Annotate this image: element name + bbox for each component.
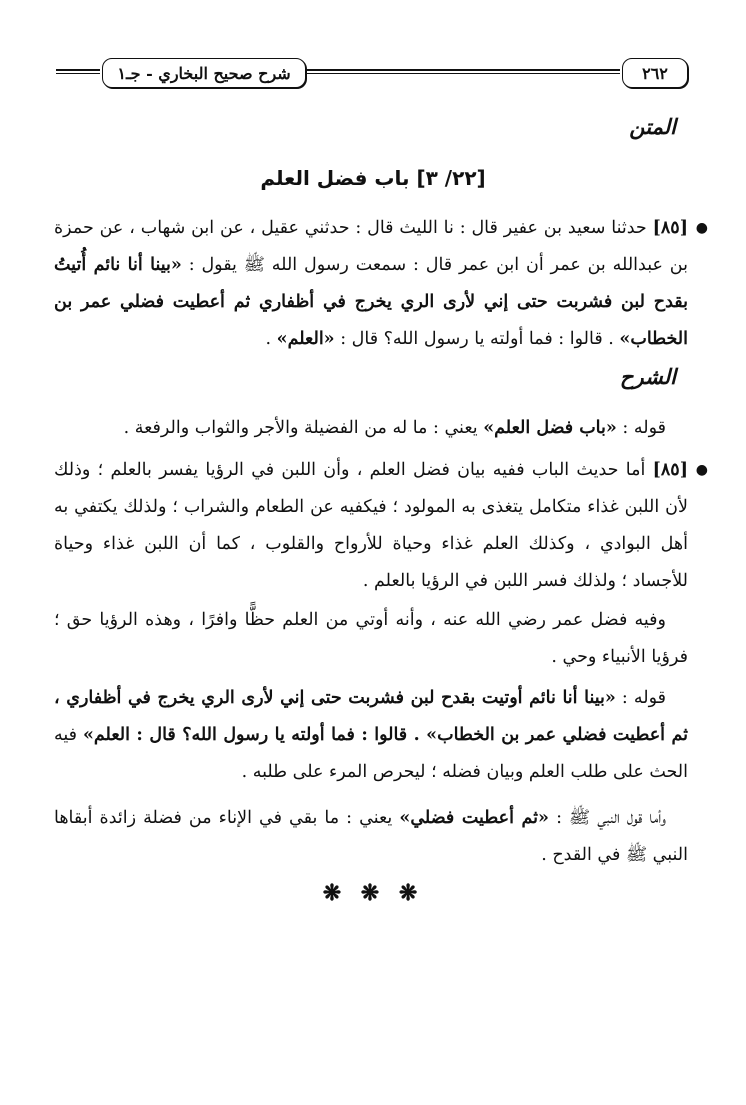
- chapter-title: [٢٢/ ٣] باب فضل العلم: [260, 166, 486, 190]
- page-header: [56, 56, 692, 90]
- header-rule-left: [56, 69, 100, 74]
- section-separator: ❋ ❋ ❋: [322, 880, 424, 906]
- hadith-isnad: حدثنا سعيد بن عفير قال : نا الليث قال : حدثني عقيل ، عن ابن شهاب ، عن حمزة بن عبدالله بن عمر أن ابن عمر قال : سمعت رسول الله ﷺ يقول :: [54, 218, 688, 275]
- amma-quote: «ثم أعطيت فضلي»: [399, 808, 549, 828]
- q2-intro: قوله :: [621, 688, 666, 708]
- bullet-icon: ●: [695, 462, 708, 478]
- amma-intro: وأما قول النبي ﷺ :: [556, 808, 666, 828]
- commentary-quote-paragraph: [54, 680, 688, 791]
- p85-number: [٨٥]: [652, 460, 688, 480]
- book-title-box: [102, 58, 306, 88]
- p85-text: أما حديث الباب ففيه بيان فضل العلم ، وأن اللبن في الرؤيا يفسر بالعلم ؛ وذلك لأن اللبن غذاء متكامل يتغذى به المولود ؛ فيكفيه عن الطعام والشراب ؛ ولذلك يكتفي به أهل البوادي ، وكذلك العلم غذاء وحياة للأرواح والقلوب ، كما أن اللبن غذاء وحياة للأجساد ؛ ولذلك فسر اللبن في الرؤيا بالعلم .: [54, 460, 688, 591]
- commentary-chapter-paragraph: [54, 410, 688, 447]
- hadith-number: [٨٥]: [652, 218, 688, 238]
- matn-heading: المتن: [629, 114, 676, 139]
- q1-text: يعني : ما له من الفضيلة والأجر والثواب والرفعة .: [123, 418, 478, 438]
- hadith-answer: «العلم»: [276, 329, 335, 349]
- hadith-matn-quote: «بينا أنا نائم أُتيتُ بقدح لبن فشربت حتى إني لأرى الري يخرج في أظفاري ثم أعطيت فضلي عمر بن الخطاب»: [54, 255, 688, 349]
- book-title: شرح صحيح البخاري - جـ١: [117, 63, 291, 83]
- q1-intro: قوله :: [622, 418, 666, 438]
- commentary-leftover-paragraph: [54, 800, 688, 874]
- q2-text: فيه الحث على طلب العلم وبيان فضله ؛ ليحرص المرء على طلبه .: [54, 725, 688, 782]
- page-number: ٢٦٢: [642, 63, 668, 83]
- hadith-paragraph: [54, 210, 708, 358]
- hadith-text-after: . قالوا : فما أولته يا رسول الله؟ قال :: [340, 329, 614, 349]
- q1-quote: «باب فضل العلم»: [483, 418, 617, 438]
- commentary-hadith-paragraph: [54, 452, 708, 600]
- sharh-heading: الشرح: [619, 364, 676, 389]
- umar-virtue-paragraph: [54, 602, 688, 676]
- q2-quote: «بينا أنا نائم أوتيت بقدح لبن فشربت حتى إني لأرى الري يخرج في أظفاري ، ثم أعطيت فضلي عمر بن الخطاب» . قالوا : فما أولته يا رسول الله؟ قال : العلم»: [54, 688, 688, 745]
- amma-text: يعني : ما بقي في الإناء من فضلة زائدة أبقاها النبي ﷺ في القدح .: [54, 808, 688, 865]
- page-number-box: [622, 58, 688, 88]
- fihi-text: وفيه فضل عمر رضي الله عنه ، وأنه أوتي من العلم حظًّا وافرًا ، وهذه الرؤيا حق ؛ فرؤيا الأنبياء وحي .: [54, 610, 688, 667]
- header-rule-middle: [306, 69, 620, 74]
- hadith-end: .: [265, 329, 272, 349]
- bullet-icon: ●: [695, 220, 708, 236]
